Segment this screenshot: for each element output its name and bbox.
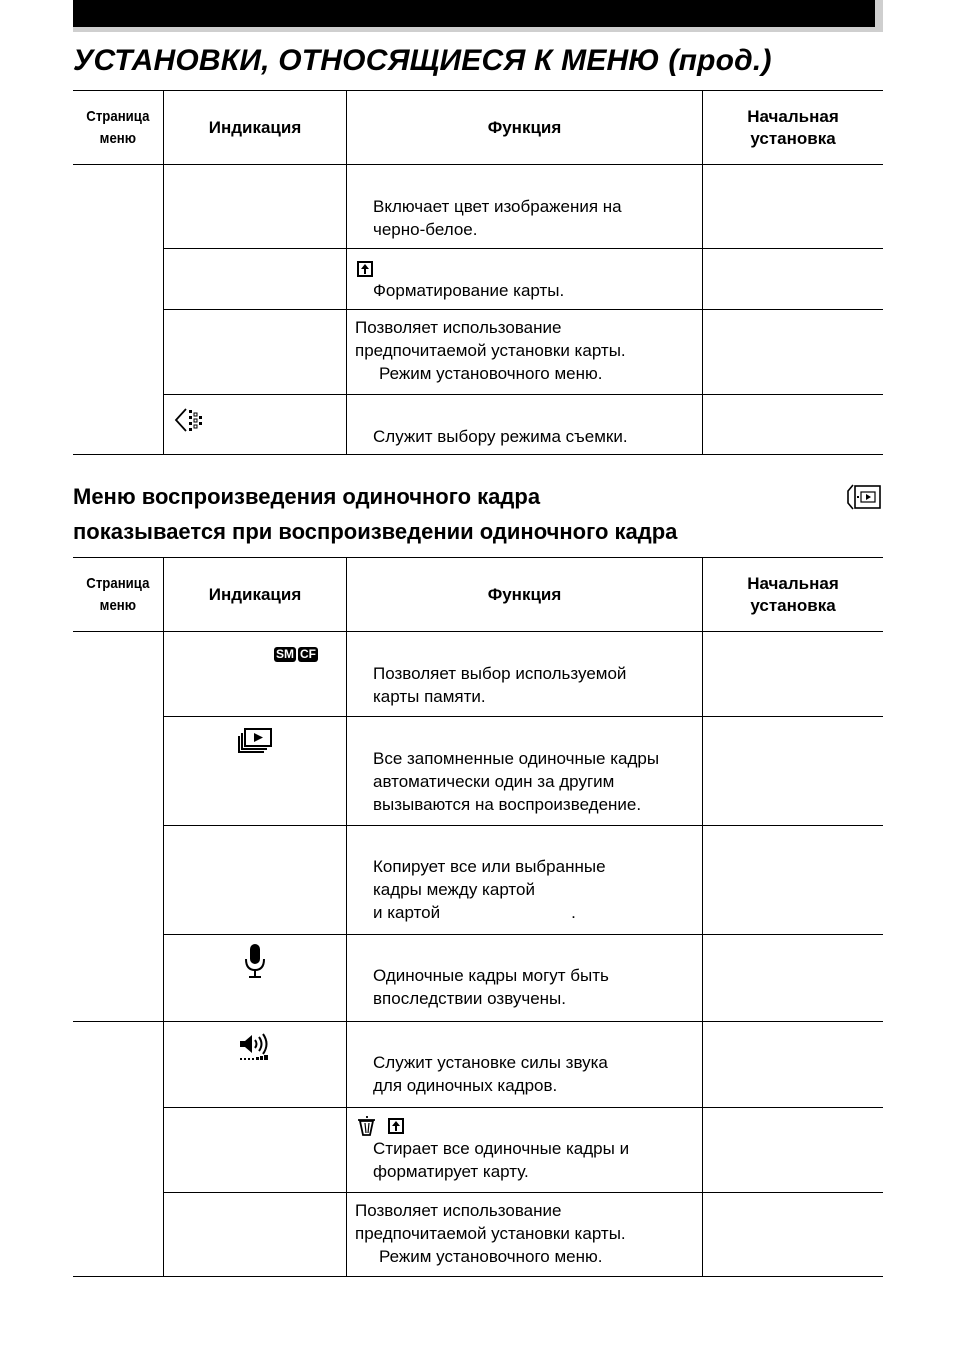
header-indication: Индикация	[164, 91, 347, 165]
playback-menu-icon	[846, 483, 882, 511]
card-format-icon	[357, 261, 373, 277]
table-row	[73, 935, 883, 1022]
header-indication: Индикация	[164, 558, 347, 632]
shooting-mode-icon	[174, 407, 210, 433]
sm-badge: SM	[276, 647, 294, 661]
cf-badge: CF	[300, 647, 316, 661]
header-function: Функция	[347, 558, 703, 632]
function-cell: Позволяет использование предпочитаемой установки карты. Режим установочного меню.	[347, 310, 703, 395]
function-cell: Включает цвет изображения на черно-белое.	[347, 165, 703, 249]
microphone-icon	[244, 943, 266, 979]
function-cell: Позволяет выбор используемой карты памяти.	[347, 632, 703, 717]
header-initial: Начальная установка	[703, 558, 884, 632]
table-row	[73, 310, 883, 395]
table-row	[73, 1022, 883, 1108]
table-row	[73, 249, 883, 310]
header-page: Страница меню	[73, 91, 164, 165]
table-header-row	[73, 558, 883, 632]
header-function: Функция	[347, 91, 703, 165]
erase-format-icon	[357, 1116, 407, 1136]
table-row	[73, 826, 883, 935]
table-row	[73, 165, 883, 249]
header-page: Страница меню	[73, 558, 164, 632]
function-cell: Копирует все или выбранные кадры между картой и картой .	[347, 826, 703, 935]
settings-table-1	[73, 90, 883, 455]
top-bar-shadow-bottom	[73, 27, 883, 32]
table-row	[73, 1193, 883, 1277]
header-initial: Начальная установка	[703, 91, 884, 165]
section-title-line-1: Меню воспроизведения одиночного кадра	[73, 484, 541, 509]
section-title-line-2: показывается при воспроизведении одиночного кадра	[73, 519, 678, 544]
settings-table-2	[73, 557, 883, 1277]
function-cell: Позволяет использование предпочитаемой установки карты. Режим установочного меню.	[347, 1193, 703, 1277]
function-cell: Стирает все одиночные кадры и форматирует карту.	[347, 1108, 703, 1193]
table-row	[73, 632, 883, 717]
table-header-row	[73, 91, 883, 165]
function-cell: Служит выбору режима съемки.	[347, 395, 703, 455]
volume-icon	[238, 1032, 272, 1062]
function-cell: Одиночные кадры могут быть впоследствии озвучены.	[347, 935, 703, 1022]
function-cell: Служит установке силы звука для одиночных кадров.	[347, 1022, 703, 1108]
function-cell: Форматирование карты.	[347, 249, 703, 310]
table-row	[73, 395, 883, 455]
page-title: УСТАНОВКИ, ОТНОСЯЩИЕСЯ К МЕНЮ (прод.)	[73, 44, 772, 77]
function-cell: Все запомненные одиночные кадры автоматически один за другим вызываются на воспроизведение.	[347, 717, 703, 826]
slideshow-icon	[237, 727, 273, 753]
card-type-badges	[274, 645, 320, 663]
table-row	[73, 717, 883, 826]
top-bar	[73, 0, 875, 27]
table-row	[73, 1108, 883, 1193]
